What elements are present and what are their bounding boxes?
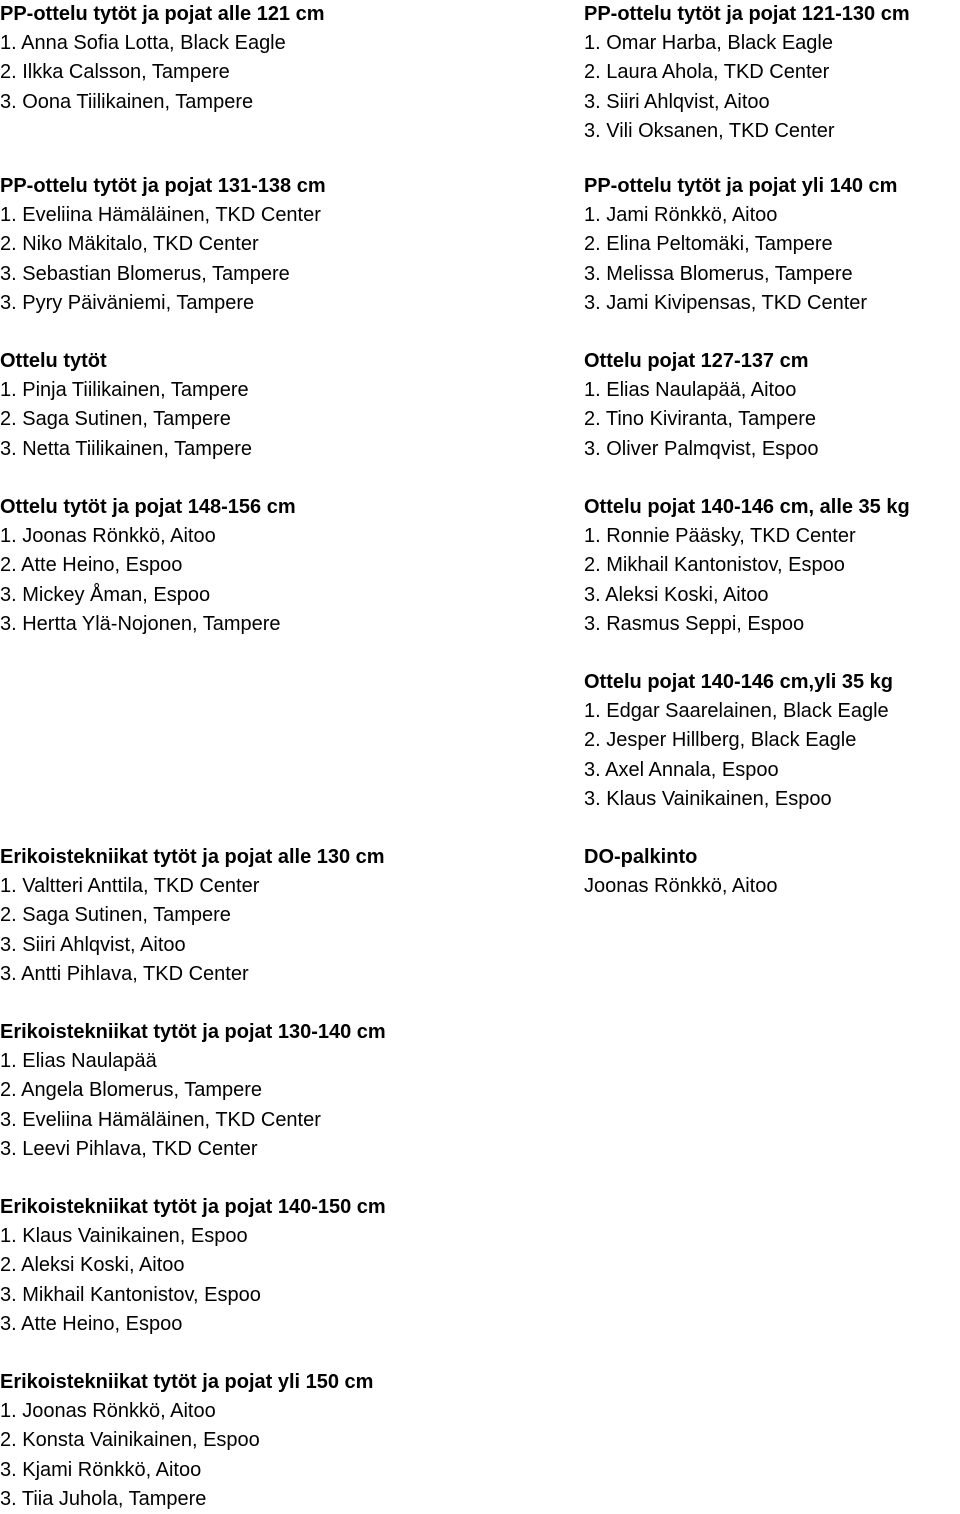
result-entry: 3. Klaus Vainikainen, Espoo xyxy=(584,787,832,810)
section-title: Erikoistekniikat tytöt ja pojat 140-150 cm xyxy=(0,1196,386,1218)
results-section xyxy=(0,0,325,117)
result-entry: 3. Jami Kivipensas, TKD Center xyxy=(584,291,868,314)
result-entry: 1. Pinja Tiilikainen, Tampere xyxy=(0,379,249,402)
result-entry: 3. Atte Heino, Espoo xyxy=(0,1312,183,1335)
results-section xyxy=(584,668,893,814)
result-entry: 1. Omar Harba, Black Eagle xyxy=(584,32,833,55)
result-entry: 2. Niko Mäkitalo, TKD Center xyxy=(0,233,259,256)
result-entry: 1. Elias Naulapää, Aitoo xyxy=(584,379,797,402)
results-section xyxy=(584,493,910,639)
result-entry: 3. Siiri Ahlqvist, Aitoo xyxy=(0,933,186,956)
section-title: PP-ottelu tytöt ja pojat alle 121 cm xyxy=(0,3,325,25)
result-entry: 3. Kjami Rönkkö, Aitoo xyxy=(0,1458,202,1481)
section-title: PP-ottelu tytöt ja pojat 131-138 cm xyxy=(0,175,326,197)
result-entry: 3. Siiri Ahlqvist, Aitoo xyxy=(584,90,770,113)
result-entry: 2. Tino Kiviranta, Tampere xyxy=(584,408,816,431)
section-title: Ottelu pojat 127-137 cm xyxy=(584,350,809,372)
result-entry: 2. Saga Sutinen, Tampere xyxy=(0,904,231,927)
result-entry: 1. Edgar Saarelainen, Black Eagle xyxy=(584,700,889,723)
result-entry: 3. Leevi Pihlava, TKD Center xyxy=(0,1137,258,1160)
results-section xyxy=(584,172,897,318)
results-section xyxy=(0,1018,386,1164)
results-section xyxy=(584,347,819,464)
result-entry: 1. Anna Sofia Lotta, Black Eagle xyxy=(0,32,286,55)
result-entry: 1. Joonas Rönkkö, Aitoo xyxy=(0,1400,216,1423)
result-entry: 3. Axel Annala, Espoo xyxy=(584,758,779,781)
section-title: Ottelu pojat 140-146 cm,yli 35 kg xyxy=(584,671,894,693)
result-entry: 3. Aleksi Koski, Aitoo xyxy=(584,583,769,606)
result-entry: 3. Rasmus Seppi, Espoo xyxy=(584,612,805,635)
result-entry: 1. Elias Naulapää xyxy=(0,1050,157,1073)
result-entry: 1. Klaus Vainikainen, Espoo xyxy=(0,1225,248,1248)
result-entry: 1. Valtteri Anttila, TKD Center xyxy=(0,875,260,898)
result-entry: 3. Oliver Palmqvist, Espoo xyxy=(584,437,819,460)
results-section xyxy=(0,347,252,464)
section-title: Ottelu tytöt ja pojat 148-156 cm xyxy=(0,496,296,518)
result-entry: 2. Angela Blomerus, Tampere xyxy=(0,1079,263,1102)
result-entry: Joonas Rönkkö, Aitoo xyxy=(584,875,778,898)
section-title: Ottelu tytöt xyxy=(0,350,107,372)
result-entry: 2. Jesper Hillberg, Black Eagle xyxy=(584,729,857,752)
result-entry: 3. Sebastian Blomerus, Tampere xyxy=(0,262,290,285)
result-entry: 2. Laura Ahola, TKD Center xyxy=(584,61,830,84)
result-entry: 2. Ilkka Calsson, Tampere xyxy=(0,61,230,84)
result-entry: 2. Mikhail Kantonistov, Espoo xyxy=(584,554,845,577)
result-entry: 2. Saga Sutinen, Tampere xyxy=(0,408,231,431)
result-entry: 2. Elina Peltomäki, Tampere xyxy=(584,233,833,256)
results-section xyxy=(584,843,777,901)
section-title: DO-palkinto xyxy=(584,846,698,868)
result-entry: 2. Atte Heino, Espoo xyxy=(0,554,183,577)
result-entry: 2. Aleksi Koski, Aitoo xyxy=(0,1254,185,1277)
results-section xyxy=(0,1193,386,1339)
section-title: Erikoistekniikat tytöt ja pojat yli 150 cm xyxy=(0,1371,374,1393)
result-entry: 1. Eveliina Hämäläinen, TKD Center xyxy=(0,204,321,227)
result-entry: 3. Mikhail Kantonistov, Espoo xyxy=(0,1283,261,1306)
result-entry: 3. Melissa Blomerus, Tampere xyxy=(584,262,853,285)
result-entry: 1. Joonas Rönkkö, Aitoo xyxy=(0,525,216,548)
result-entry: 3. Netta Tiilikainen, Tampere xyxy=(0,437,252,460)
result-entry: 1. Jami Rönkkö, Aitoo xyxy=(584,204,778,227)
results-section xyxy=(0,843,385,989)
results-section xyxy=(584,0,910,146)
result-entry: 3. Oona Tiilikainen, Tampere xyxy=(0,90,254,113)
result-entry: 3. Tiia Juhola, Tampere xyxy=(0,1487,207,1510)
result-entry: 3. Vili Oksanen, TKD Center xyxy=(584,119,835,142)
results-section xyxy=(0,1368,373,1514)
section-title: PP-ottelu tytöt ja pojat 121-130 cm xyxy=(584,3,910,25)
results-section xyxy=(0,493,296,639)
section-title: Ottelu pojat 140-146 cm, alle 35 kg xyxy=(584,496,910,518)
results-section xyxy=(0,172,326,318)
section-title: Erikoistekniikat tytöt ja pojat 130-140 cm xyxy=(0,1021,386,1043)
section-title: Erikoistekniikat tytöt ja pojat alle 130 cm xyxy=(0,846,385,868)
result-entry: 3. Mickey Åman, Espoo xyxy=(0,583,211,606)
section-title: PP-ottelu tytöt ja pojat yli 140 cm xyxy=(584,175,898,197)
result-entry: 3. Pyry Päiväniemi, Tampere xyxy=(0,291,255,314)
result-entry: 2. Konsta Vainikainen, Espoo xyxy=(0,1429,260,1452)
result-entry: 3. Eveliina Hämäläinen, TKD Center xyxy=(0,1108,321,1131)
result-entry: 3. Hertta Ylä-Nojonen, Tampere xyxy=(0,612,281,635)
result-entry: 1. Ronnie Pääsky, TKD Center xyxy=(584,525,856,548)
result-entry: 3. Antti Pihlava, TKD Center xyxy=(0,962,249,985)
